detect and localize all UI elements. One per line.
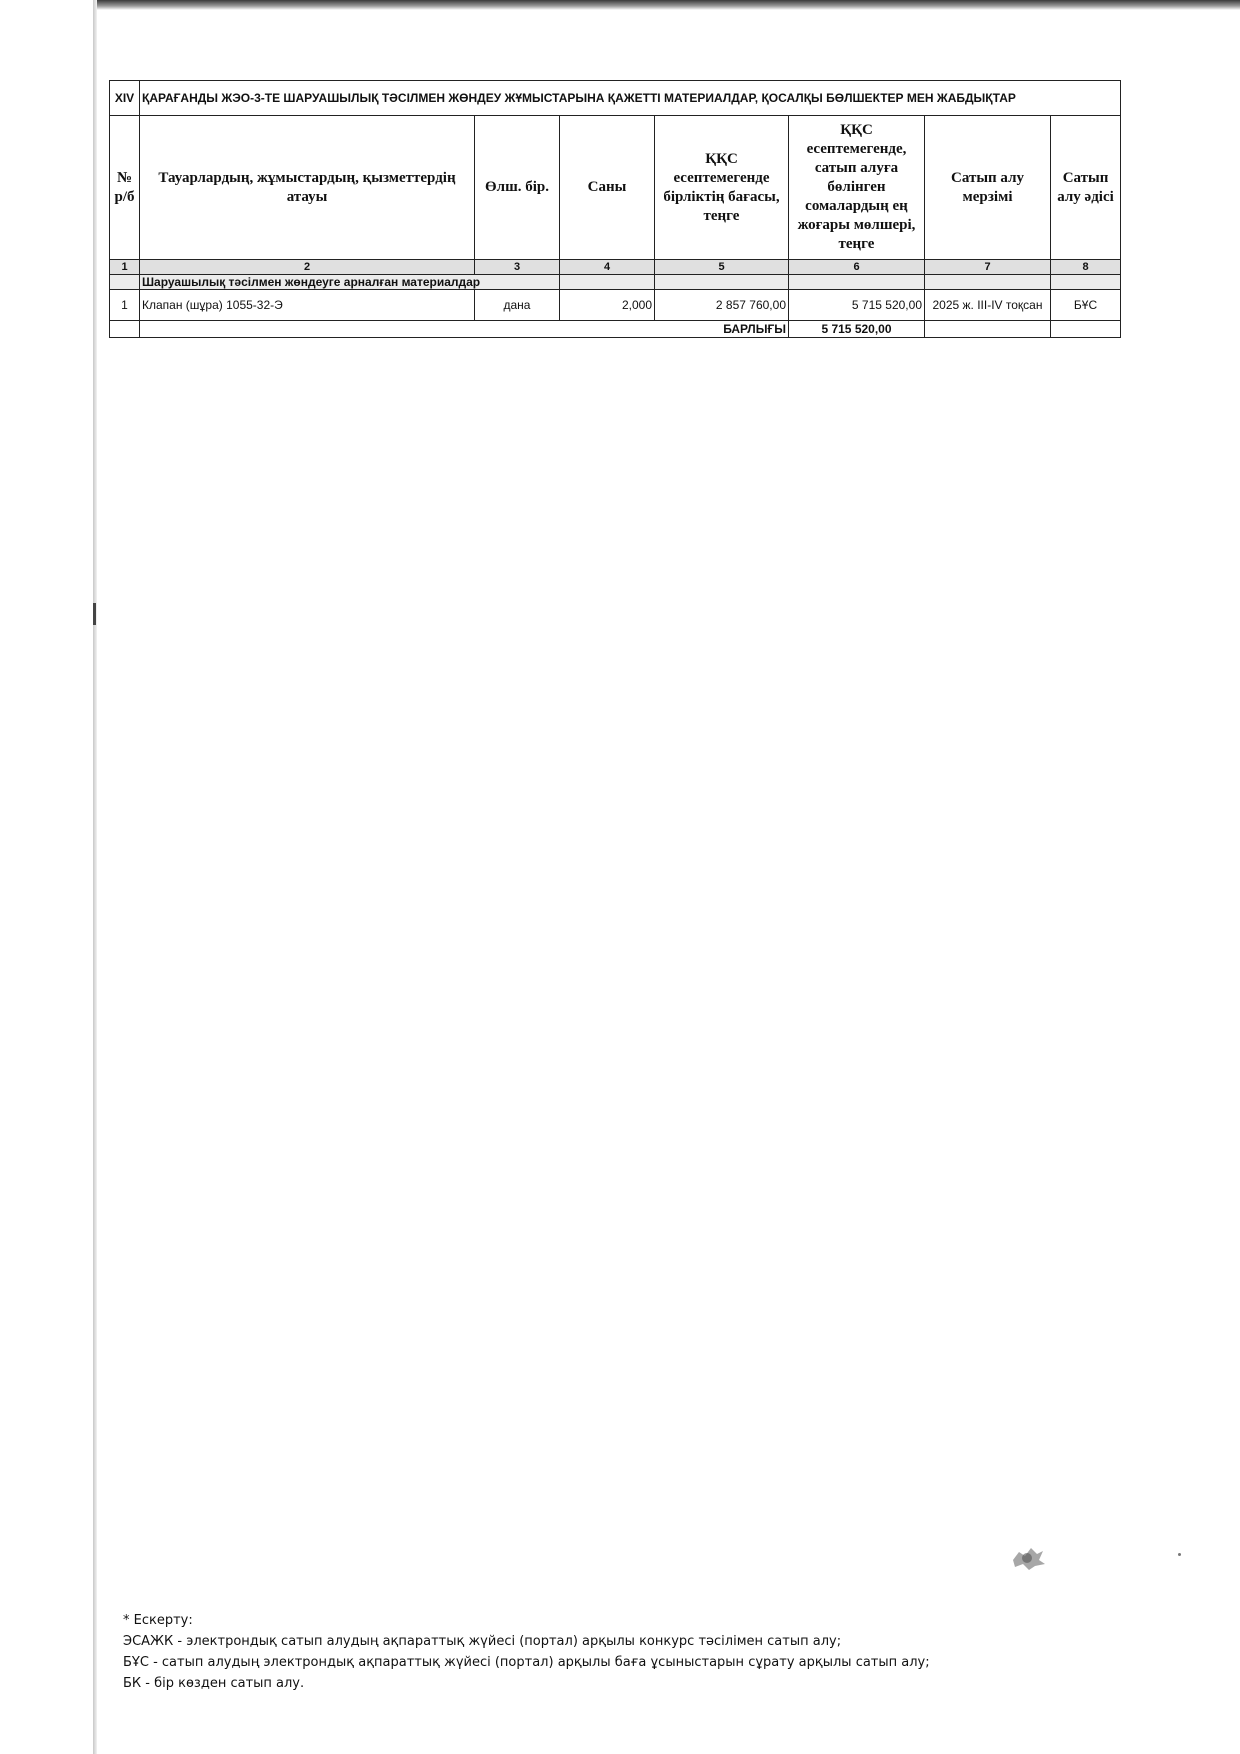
group-cell-blank xyxy=(560,275,655,290)
header-name: Тауарлардың, жұмыстардың, қызметтердің атауы xyxy=(140,116,475,260)
header-price: ҚҚС есептемегенде бірліктің бағасы, теңге xyxy=(655,116,789,260)
column-index: 2 xyxy=(140,260,475,275)
section-number: XIV xyxy=(110,81,140,116)
column-index: 1 xyxy=(110,260,140,275)
column-header-row xyxy=(110,116,1121,260)
section-title: ҚАРАҒАНДЫ ЖЭО-3-ТЕ ШАРУАШЫЛЫҚ ТӘСІЛМЕН ЖӨНДЕУ ЖҰМЫСТАРЫНА ҚАЖЕТТІ МАТЕРИАЛДАР, ҚОСАЛҚЫ БӨЛШЕКТЕР МЕН ЖАБДЫҚТАР xyxy=(140,81,1121,116)
total-label: БАРЛЫҒЫ xyxy=(140,321,789,338)
footnote-line: БҰС - сатып алудың электрондық ақпараттық жүйесі (портал) арқылы баға ұсыныстарын сұрату арқылы сатып алу; xyxy=(123,1655,930,1670)
column-index: 5 xyxy=(655,260,789,275)
group-cell-blank xyxy=(789,275,925,290)
column-index: 8 xyxy=(1051,260,1121,275)
row-method: БҰС xyxy=(1051,290,1121,321)
footnote xyxy=(123,1610,1123,1694)
header-method: Сатып алу әдісі xyxy=(1051,116,1121,260)
column-index: 4 xyxy=(560,260,655,275)
total-cell-blank xyxy=(925,321,1051,338)
header-qty: Саны xyxy=(560,116,655,260)
row-qty: 2,000 xyxy=(560,290,655,321)
footnote-line: ЭСАЖК - электрондық сатып алудың ақпараттық жүйесі (портал) арқылы конкурс тәсілімен сатып алу; xyxy=(123,1634,842,1649)
footnote-line: БК - бір көзден сатып алу. xyxy=(123,1676,305,1691)
header-period: Сатып алу мерзімі xyxy=(925,116,1051,260)
procurement-table xyxy=(109,80,1121,338)
scan-left-edge xyxy=(93,0,97,1754)
row-amount: 5 715 520,00 xyxy=(789,290,925,321)
row-num: 1 xyxy=(110,290,140,321)
total-row xyxy=(110,321,1121,338)
row-price: 2 857 760,00 xyxy=(655,290,789,321)
scan-dust xyxy=(1178,1553,1181,1556)
group-cell-blank xyxy=(1051,275,1121,290)
group-title: Шаруашылық тәсілмен жөндеуге арналған материалдар xyxy=(140,275,560,290)
column-index: 6 xyxy=(789,260,925,275)
row-name: Клапан (шұра) 1055-32-Э xyxy=(140,290,475,321)
group-cell-blank xyxy=(655,275,789,290)
column-index: 3 xyxy=(475,260,560,275)
column-index: 7 xyxy=(925,260,1051,275)
section-header-row xyxy=(110,81,1121,116)
header-unit: Өлш. бір. xyxy=(475,116,560,260)
scan-top-shadow xyxy=(95,0,1240,10)
total-cell-blank xyxy=(1051,321,1121,338)
column-index-row xyxy=(110,260,1121,275)
header-amount: ҚҚС есептемегенде, сатып алуға бөлінген сомалардың ең жоғары мөлшері, теңге xyxy=(789,116,925,260)
ink-smudge xyxy=(1005,1542,1049,1572)
footnote-title: * Ескерту: xyxy=(123,1613,193,1628)
row-period: 2025 ж. III-IV тоқсан xyxy=(925,290,1051,321)
total-amount: 5 715 520,00 xyxy=(789,321,925,338)
row-unit: дана xyxy=(475,290,560,321)
total-cell-blank xyxy=(110,321,140,338)
group-cell-blank xyxy=(110,275,140,290)
header-num: № р/б xyxy=(110,116,140,260)
scan-margin-mark xyxy=(93,603,96,625)
table-row xyxy=(110,290,1121,321)
group-cell-blank xyxy=(925,275,1051,290)
group-row xyxy=(110,275,1121,290)
